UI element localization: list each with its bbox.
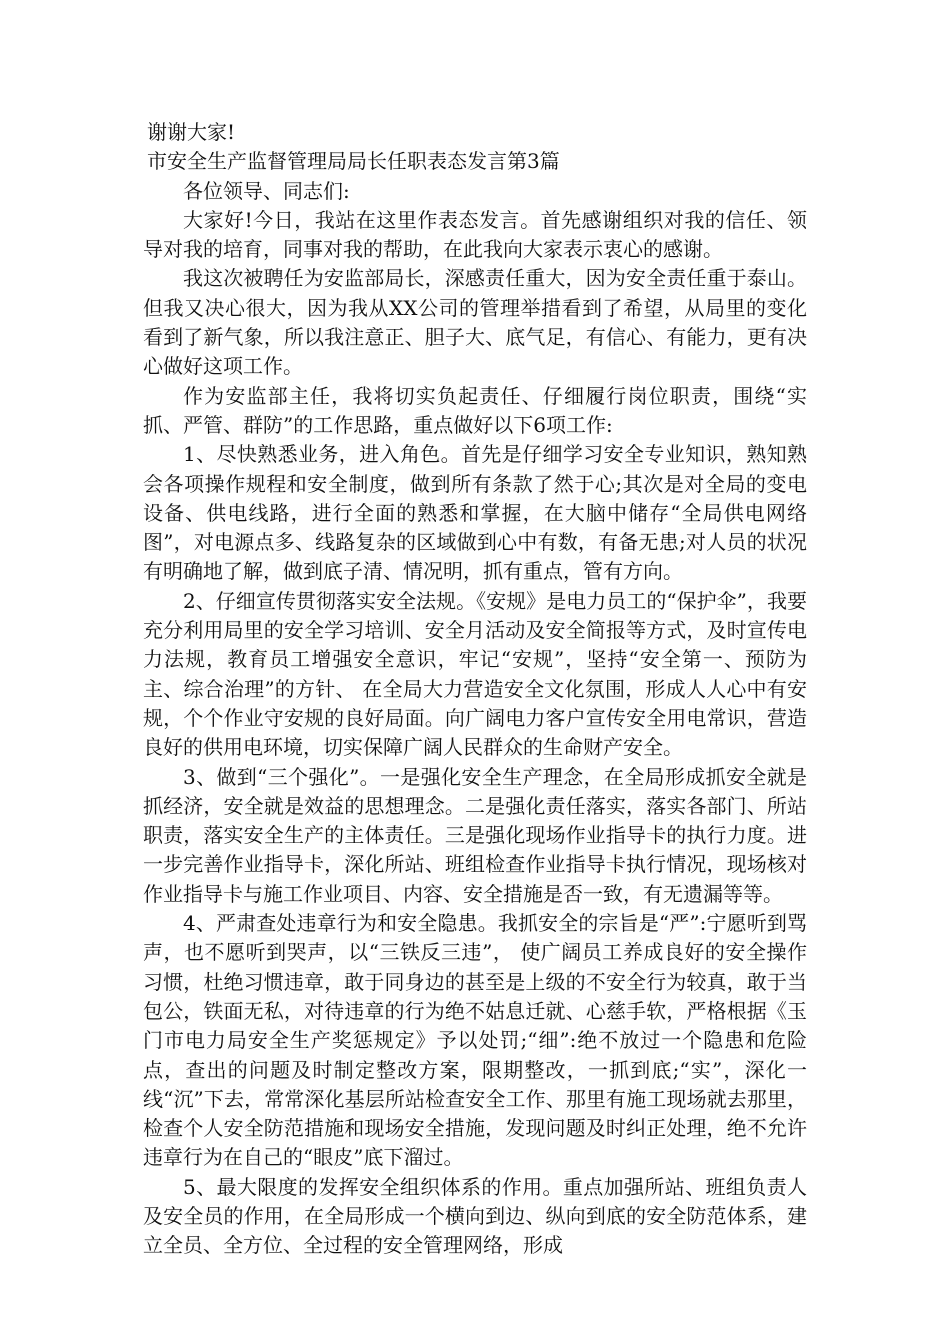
salutation: 各位领导、同志们:	[183, 178, 350, 203]
document-body	[143, 118, 807, 1261]
paragraph-duties: 作为安监部主任，我将切实负起责任、仔细履行岗位职责，围绕“实抓、严管、群防”的工作思路，重点做好以下6项工作:	[143, 383, 807, 437]
paragraph-item-3: 3、做到“三个强化”。一是强化安全生产理念，在全局形成抓安全就是抓经济，安全就是效益的思想理念。二是强化责任落实，落实各部门、所站职责，落实安全生产的主体责任。三是强化现场作业指导卡的执行力度。进一步完善作业指导卡，深化所站、班组检查作业指导卡执行情况，现场核对作业指导卡与施工作业项目、内容、安全措施是否一致，有无遗漏等等。	[143, 764, 807, 906]
paragraph-item-4: 4、严肃查处违章行为和安全隐患。我抓安全的宗旨是“严”:宁愿听到骂声，也不愿听到哭声，以“三铁反三违”， 使广阔员工养成良好的安全操作习惯，杜绝习惯违章，敢于同身边的甚至是上级的不安全行为较真，敢于当包公，铁面无私，对待违章的行为绝不姑息迁就、心慈手软，严格根据《玉门市电力局安全生产奖惩规定》予以处罚;“细”:绝不放过一个隐患和危险点，查出的问题及时制定整改方案，限期整改，一抓到底;“实”，深化一线“沉”下去，常常深化基层所站检查安全工作、那里有施工现场就去那里，检查个人安全防范措施和现场安全措施，发现问题及时纠正处理，绝不允许违章行为在自己的“眼皮”底下溜过。	[143, 911, 807, 1170]
paragraph-item-1: 1、尽快熟悉业务，进入角色。首先是仔细学习安全专业知识，熟知熟会各项操作规程和安全制度，做到所有条款了然于心;其次是对全局的变电设备、供电线路，进行全面的熟悉和掌握，在大脑中储存“全局供电网络图”，对电源点多、线路复杂的区域做到心中有数，有备无患;对人员的状况有明确地了解，做到底子清、情况明，抓有重点，管有方向。	[143, 442, 807, 584]
paragraph-item-5: 5、最大限度的发挥安全组织体系的作用。重点加强所站、班组负责人及安全员的作用，在全局形成一个横向到边、纵向到底的安全防范体系，建立全员、全方位、全过程的安全管理网络，形成	[143, 1174, 807, 1258]
document-title: 市安全生产监督管理局局长任职表态发言第3篇	[147, 149, 560, 174]
closing-line: 谢谢大家!	[147, 120, 236, 144]
paragraph-opening: 大家好!今日，我站在这里作表态发言。首先感谢组织对我的信任、领导对我的培育，同事对我的帮助，在此我向大家表示衷心的感谢。	[143, 207, 807, 262]
paragraph-appointment: 我这次被聘任为安监部局长，深感责任重大，因为安全责任重于泰山。但我又决心很大，因为我从XX公司的管理举措看到了希望，从局里的变化看到了新气象，所以我注意正、胆子大、底气足，有信心、有能力，更有决心做好这项工作。	[143, 266, 807, 379]
paragraph-item-2: 2、仔细宣传贯彻落实安全法规。《安规》是电力员工的“保护伞”，我要充分利用局里的安全学习培训、安全月活动及安全简报等方式，及时宣传电力法规，教育员工增强安全意识，牢记“安规”，坚持“安全第一、预防为主、综合治理”的方针、 在全局大力营造安全文化氛围，形成人人心中有安规，个个作业守安规的良好局面。向广阔电力客户宣传安全用电常识，营造良好的供用电环境，切实保障广阔人民群众的生命财产安全。	[143, 588, 807, 760]
